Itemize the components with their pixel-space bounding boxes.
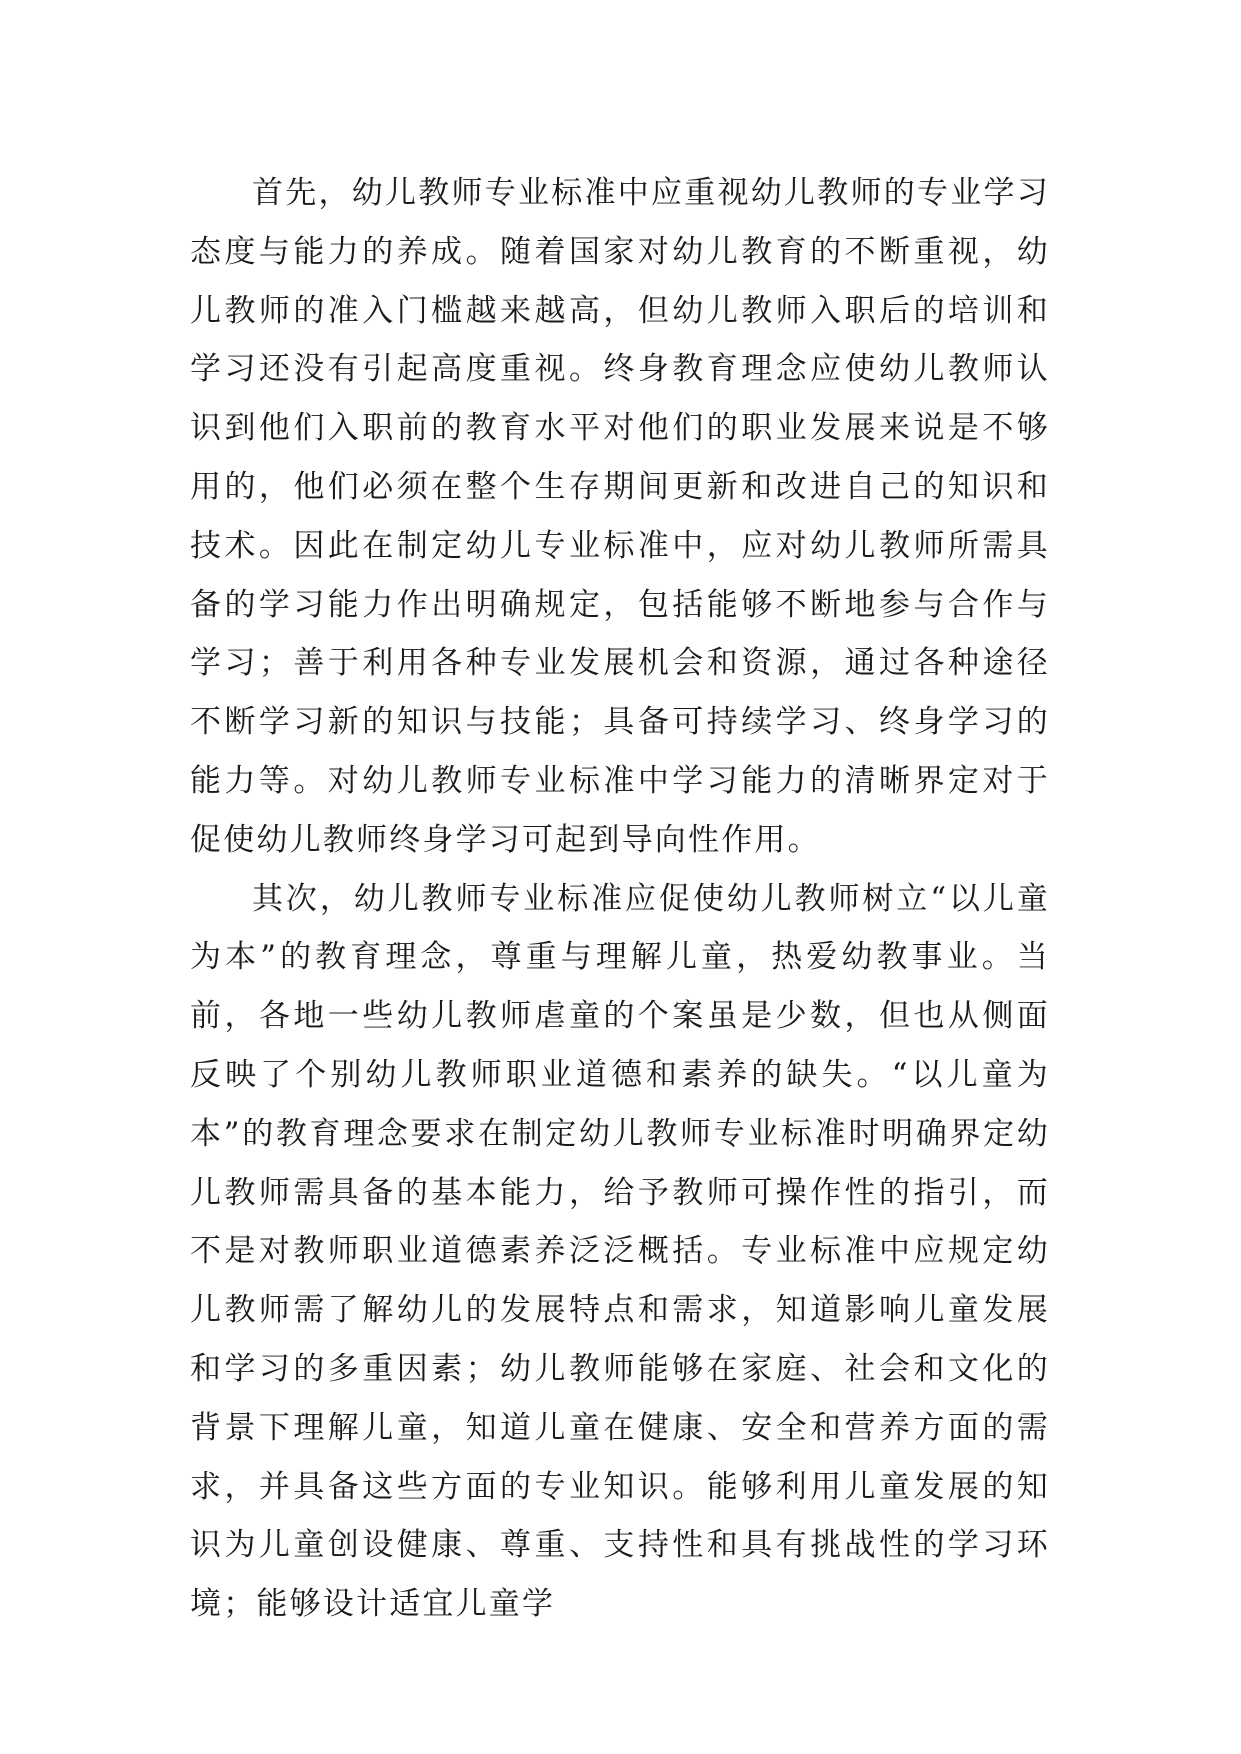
paragraph-1: 首先，幼儿教师专业标准中应重视幼儿教师的专业学习态度与能力的养成。随着国家对幼儿教育的不断重视，幼儿教师的准入门槛越来越高，但幼儿教师入职后的培训和学习还没有引起高度重视。终身教育理念应使幼儿教师认识到他们入职前的教育水平对他们的职业发展来说是不够用的，他们必须在整个生存期间更新和改进自己的知识和技术。因此在制定幼儿专业标准中，应对幼儿教师所需具备的学习能力作出明确规定，包括能够不断地参与合作与学习；善于利用各种专业发展机会和资源，通过各种途径不断学习新的知识与技能；具备可持续学习、终身学习的能力等。对幼儿教师专业标准中学习能力的清晰界定对于促使幼儿教师终身学习可起到导向性作用。 [190, 175, 1050, 858]
document-body [190, 164, 1050, 1634]
paragraph-2: 其次，幼儿教师专业标准应促使幼儿教师树立“以儿童为本”的教育理念，尊重与理解儿童，热爱幼教事业。当前，各地一些幼儿教师虐童的个案虽是少数，但也从侧面反映了个别幼儿教师职业道德和素养的缺失。“以儿童为本”的教育理念要求在制定幼儿教师专业标准时明确界定幼儿教师需具备的基本能力，给予教师可操作性的指引，而不是对教师职业道德素养泛泛概括。专业标准中应规定幼儿教师需了解幼儿的发展特点和需求，知道影响儿童发展和学习的多重因素；幼儿教师能够在家庭、社会和文化的背景下理解儿童，知道儿童在健康、安全和营养方面的需求，并具备这些方面的专业知识。能够利用儿童发展的知识为儿童创设健康、尊重、支持性和具有挑战性的学习环境；能够设计适宜儿童学 [190, 880, 1050, 1623]
